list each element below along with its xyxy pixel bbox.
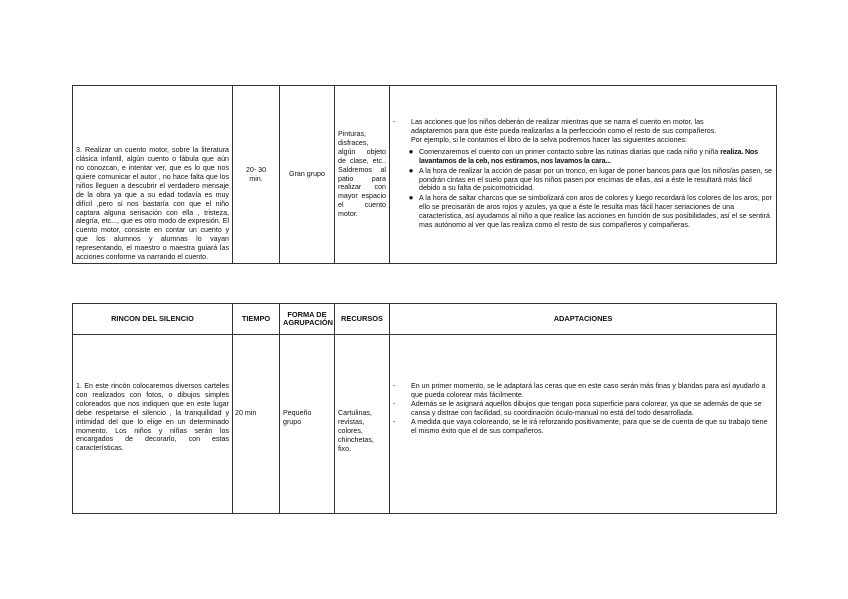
adaptations-intro-line-3: Por ejemplo, si le contamos el libro de la selva podremos hacer las siguientes acciones: — [411, 135, 688, 144]
list-item-text: A la hora de realizar la acción de pasar por un tronco, en lugar de poner bancos para que los niños/as pasen, se pondrán cintas en el suelo para que los niños pasen por encimas de ellas, así a éste le resultará más fácil debido a su falta de psicomotricidad. — [419, 166, 772, 193]
adaptations-intro-line-1: Las acciones que los niños deberán de realizar mientras que se narra el cuento en motor, las — [411, 118, 704, 127]
adaptations-intro-line-2: adaptaremos para que éste pueda realizarlas a la perfeccioón como el resto de sus compañeros. — [411, 126, 717, 135]
list-item — [393, 400, 773, 418]
list-item — [393, 418, 773, 436]
activity-table-bottom — [72, 303, 777, 514]
adaptations-bullet-list — [403, 148, 773, 230]
activity-table-top — [72, 85, 777, 264]
bullet-dot-icon: ● — [408, 165, 414, 175]
grouping-cell: Pequeño grupo — [280, 335, 335, 514]
time-cell: 20 min — [233, 335, 280, 514]
bullet-dot-icon: ● — [408, 193, 414, 203]
adaptations-intro — [393, 118, 773, 127]
list-item — [393, 382, 773, 400]
list-item-text: Además se le asignará aquellos dibujos que tengan poca superficie para colorear, ya que se además de que se cansa y distrae con facilidad, su coordinación óculo-manual no está del todo desarrollada. — [411, 399, 762, 417]
list-item-text-plain: Comenzaremos el cuento con un primer contacto sobre las rutinas diarias que cada niño y niña — [419, 147, 721, 156]
list-item — [403, 194, 773, 230]
header-time: TIEMPO — [233, 304, 280, 335]
table-header-row — [73, 304, 777, 335]
list-item-text: A medida que vaya coloreando, se le irá reforzando positivamente, para que se de cuenta de que su trabajo tiene el mismo éxito que el de sus compañeros. — [411, 417, 768, 435]
table-row — [73, 86, 777, 264]
activity-description-cell: 3. Realizar un cuento motor, sobre la literatura clásica infantil, algún cuento o fábula que aún no conozcan, e intentar ver, que es lo que nos quiere comunicar el autor , no hace falta que los niños lleguen a descubrir el verdadero mensaje de la obra ya que a su edad todavía es muy difícil ,pero si nos bastaría con que el niño captara alguna sensación con ella , tristeza, alegría, etc..., que es otro modo de expresión. El cuento motor, consiste en contar un cuento y que los alumnos y alumnas lo vayan representando, el maestro o maestra guiará las acciones conforme va narrando el cuento. — [73, 86, 233, 264]
time-cell: 20- 30 min. — [233, 86, 280, 264]
header-adaptations: ADAPTACIONES — [390, 304, 777, 335]
activity-description-cell: 1. En este rincón colocaremos diversos carteles con realizados con fotos, o dibujos simples coloreados que nos indiquen que en este lugar debe respetarse el silencio , la tranquilidad y intimidad del que lo elige en un determinado momento. Los niños y niñas serán los encargados de decorarlo, con estas características. — [73, 335, 233, 514]
bullet-dot-icon: ● — [408, 146, 414, 156]
header-activity: RINCON DEL SILENCIO — [73, 304, 233, 335]
resources-cell: Pinturas, disfraces, algún objeto de clase, etc.. Saldremos al patio para realizar con mayor espacio el cuento motor. — [335, 86, 390, 264]
list-item-text — [419, 148, 773, 166]
resources-cell: Cartulinas, revistas, colores, chinchetas, fixo. — [335, 335, 390, 514]
header-grouping: FORMA DE AGRUPACIÓN — [280, 304, 335, 335]
table-row — [73, 335, 777, 514]
list-item-text-emphasis: realiza. Nos lavantamos de la ceb, nos estiramos, nos lavamos la cara... — [419, 147, 758, 165]
list-item-text: A la hora de saltar charcos que se simbolizará con aros de colores y luego recordará los colores de los aros, por ello se precisarán de aros rojos y azules, ya que a éste le resulta mas fácil hacer seriaciones de una característica, así ayudamos al niño a que realice las acciones en función de sus posibilidades, así el se sentirá mas autónomo al ver que las realiza como el resto de sus compañeros y compañeras. — [419, 194, 772, 230]
dash-marker: - — [393, 399, 396, 408]
grouping-cell: Gran grupo — [280, 86, 335, 264]
adaptations-list — [393, 382, 773, 435]
header-resources: RECURSOS — [335, 304, 390, 335]
list-item-text: En un primer momento, se le adaptará las ceras que en este caso serán más finas y blandas para así ayudarlo a que pueda colorear más fácilmente. — [411, 382, 766, 399]
dash-marker: - — [393, 417, 396, 426]
dash-marker: - — [393, 118, 396, 127]
adaptations-cell — [390, 86, 777, 264]
list-item — [403, 167, 773, 194]
adaptations-cell — [390, 335, 777, 514]
list-item — [403, 148, 773, 166]
dash-marker: - — [393, 382, 396, 390]
